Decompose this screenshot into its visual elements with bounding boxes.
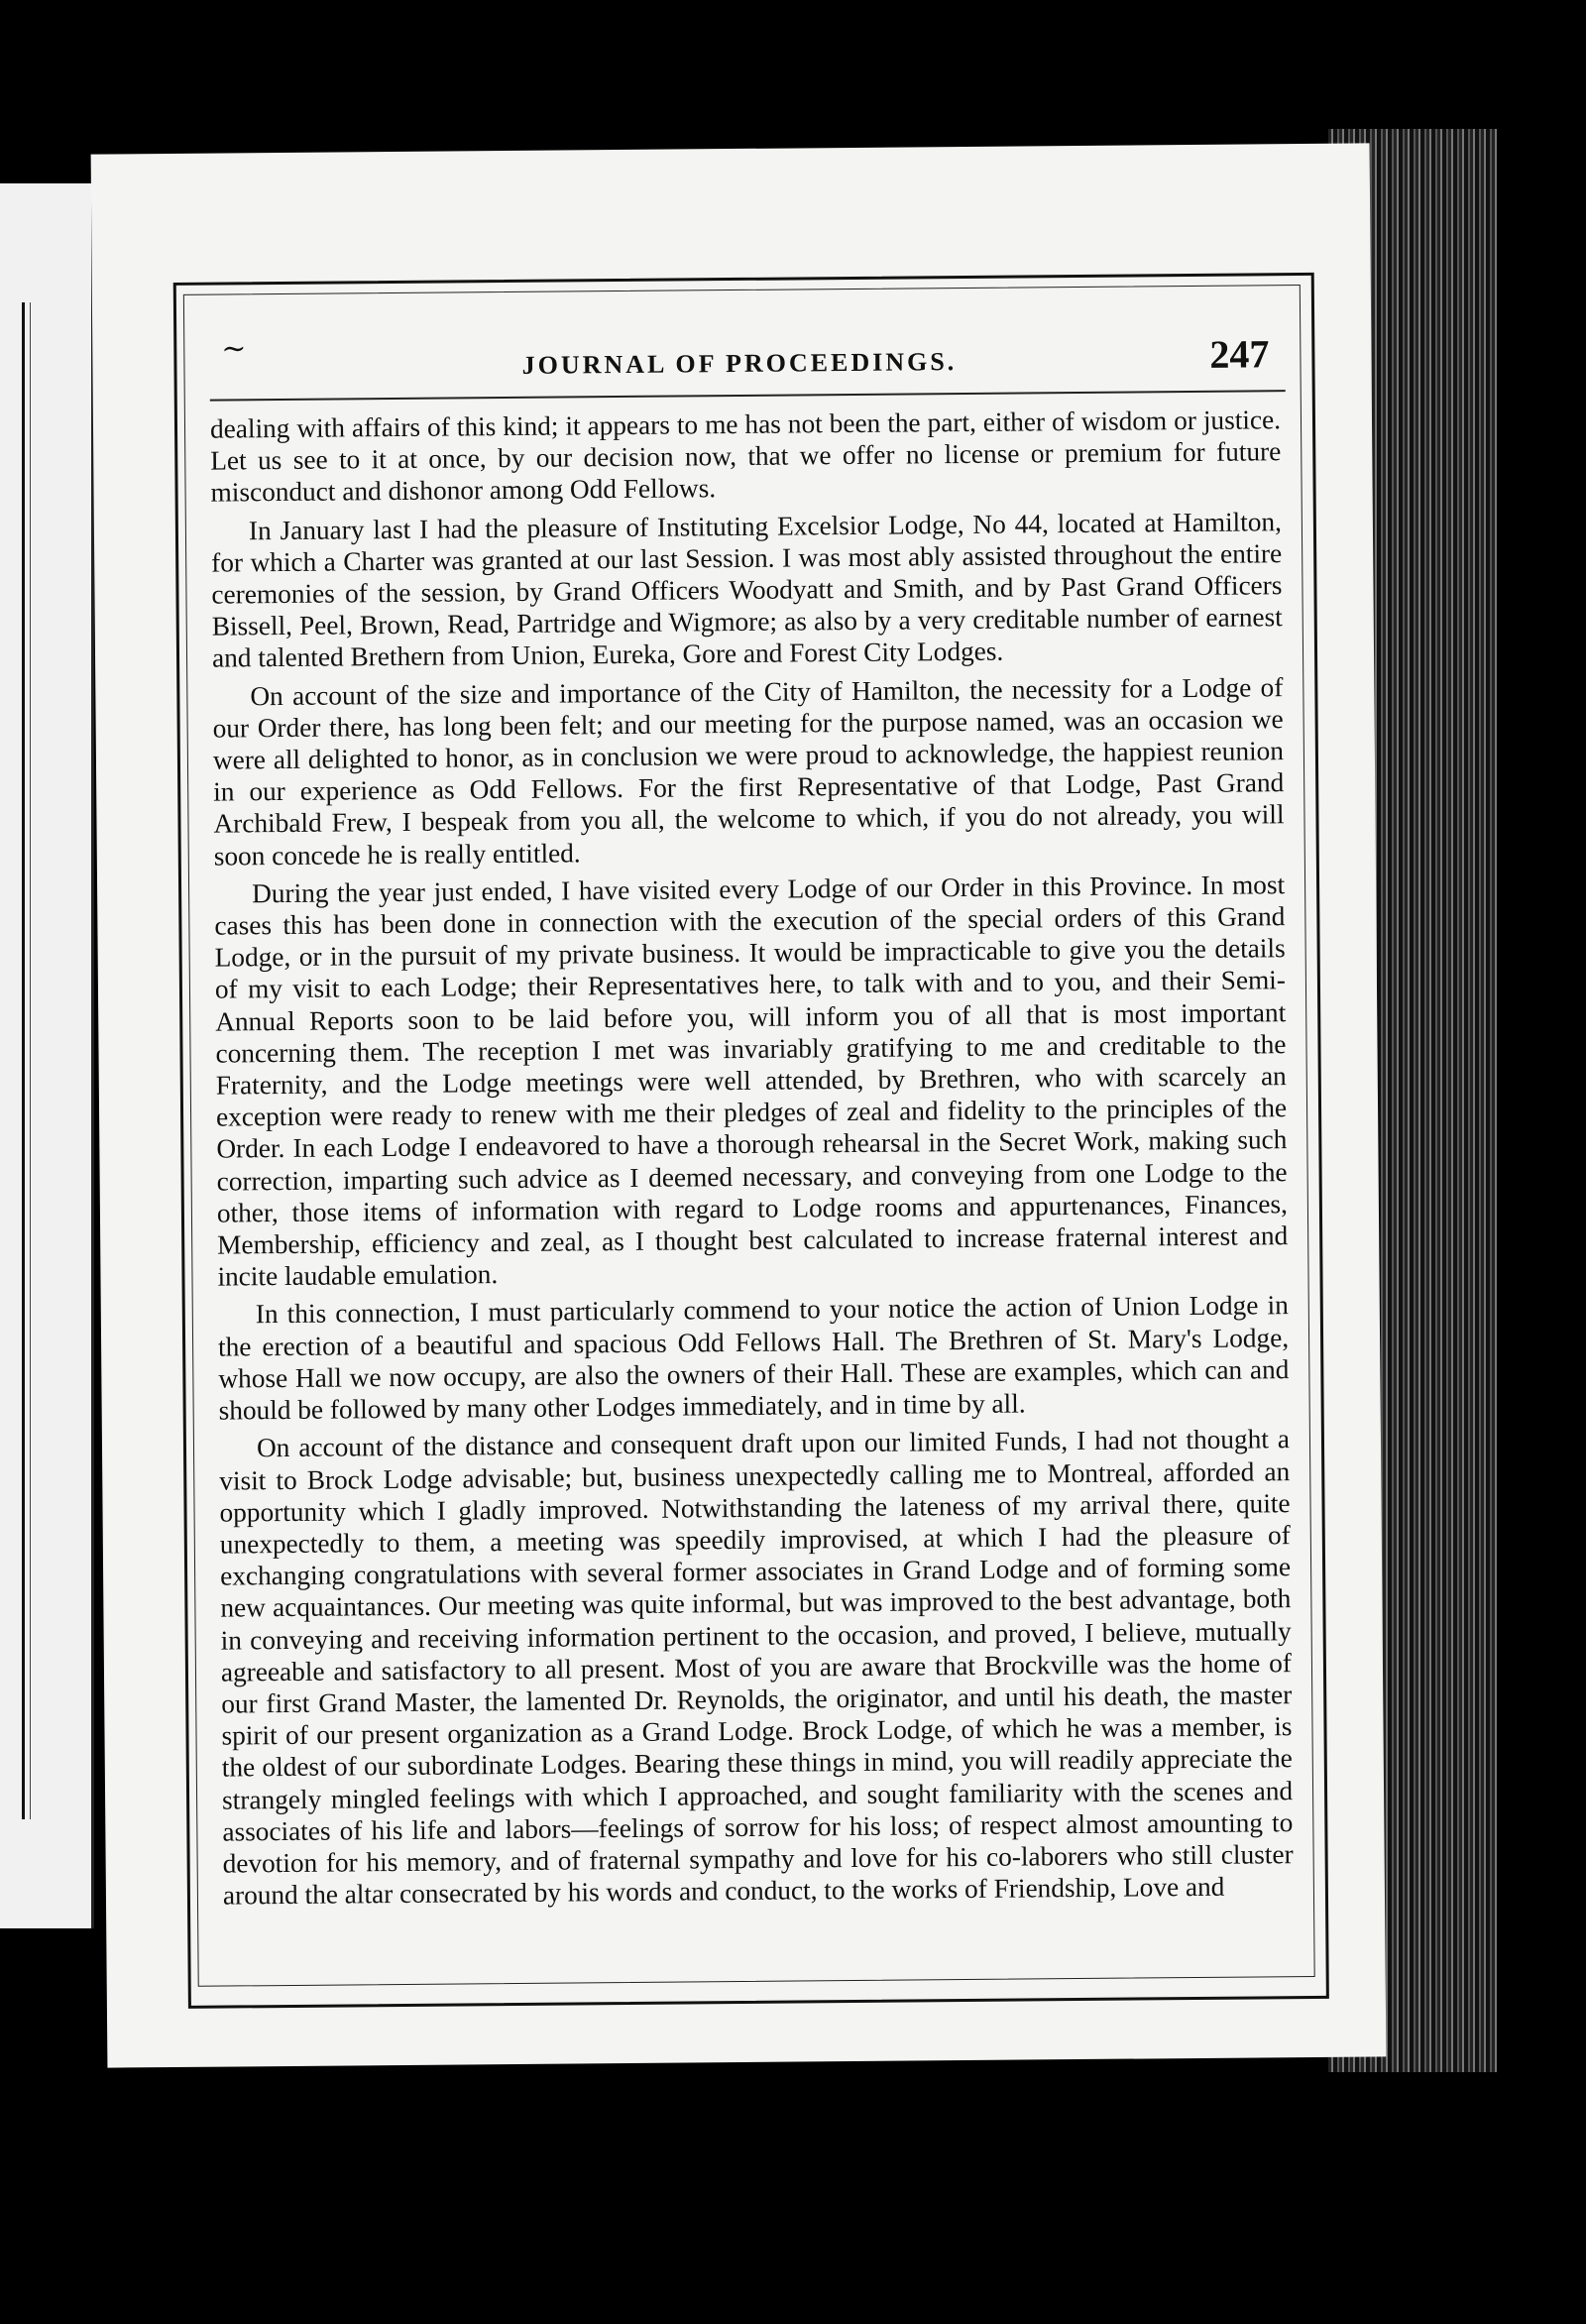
paragraph: dealing with affairs of this kind; it appears to me has not been the part, either of wisdom or justice. Let us see to it at once, by our decision now, that we offer no license or premium for future misconduct and dishonor among Odd Fellows. (209, 405, 1282, 509)
book-page (91, 143, 1387, 2067)
page-header (191, 312, 1288, 392)
printer-mark: ∼ (221, 332, 247, 366)
page-number: 247 (1209, 331, 1270, 377)
paragraph: During the year just ended, I have visited every Lodge of our Order in this Province. In most cases this has been done in connection with the execution of the special orders of this Grand Lodge, or in the pursuit of my private business. It would be impracticable to give you the details of my visit to each Lodge; their Representatives here, to talk with and to you, and their Semi-Annual Reports soon to be laid before you, will inform you of all that is most important concerning them. The reception I met was invariably gratifying to me and creditable to the Fraternity, and the Lodge meetings were well attended, by Brethren, who with scarcely an exception were ready to renew with me their pledges of zeal and fidelity to the principles of the Order. In each Lodge I endeavored to have a thorough rehearsal in the Secret Work, making such correction, imparting such advice as I deemed necessary, and conveying from one Lodge to the other, those items of information with regard to Lodge rooms and appurtenances, Finances, Membership, efficiency and zeal, as I thought best calculated to increase fraternal interest and incite laudable emulation. (214, 870, 1289, 1292)
paragraph: In January last I had the pleasure of Instituting Excelsior Lodge, No 44, located at Hamilton, for which a Charter was granted at our last Session. I was most ably assisted throughout the entire ceremonies of the session, by Grand Officers Woodyatt and Smith, and by Past Grand Officers Bissell, Peel, Brown, Read, Partridge and Wigmore; as also by a very creditable number of earnest and talented Brethern from Union, Eureka, Gore and Forest City Lodges. (211, 506, 1283, 674)
paragraph: In this connection, I must particularly commend to your notice the action of Union Lodge in the erection of a beautiful and spacious Odd Fellows Hall. The Brethren of St. Mary's Lodge, whose Hall we now occupy, are also the owners of their Hall. These are examples, which can and should be followed by many other Lodges immediately, and in time by all. (217, 1290, 1290, 1426)
facing-page-edge (0, 183, 94, 1928)
facing-page-frame (22, 302, 25, 1819)
paragraph: On account of the distance and consequent draft upon our limited Funds, I had not thought a visit to Brock Lodge advisable; but, business unexpectedly calling me to Montreal, afforded an opportunity which I gladly improved. Notwithstanding the lateness of my arrival there, quite unexpectedly to them, a meeting was speedily improvised, at which I had the pleasure of exchanging congratulations with several former associates in Grand Lodge and of forming some new acquaintances. Our meeting was quite informal, but was improved to the best advantage, both in conveying and receiving information pertinent to the occasion, and proved, I believe, mutually agreeable and satisfactory to all present. Most of you are aware that Brockville was the home of our first Grand Master, the lamented Dr. Reynolds, the originator, and until his death, the master spirit of our present organization as a Grand Lodge. Brock Lodge, of which he was a member, is the oldest of our subordinate Lodges. Bearing these things in mind, you will readily appreciate the strangely mingled feelings with which I approached, and sought familiarity with the scenes and associates of his life and labors—feelings of sorrow for his loss; of respect almost amounting to devotion for his memory, and of fraternal sympathy and love for his co-laborers who still cluster around the altar consecrated by his words and conduct, to the works of Friendship, Love and (219, 1424, 1294, 1911)
body-text (210, 404, 1294, 1917)
facing-page-frame-inner (30, 302, 31, 1819)
running-title: JOURNAL OF PROCEEDINGS. (521, 347, 958, 380)
paragraph: On account of the size and importance of the City of Hamilton, the necessity for a Lodge of our Order there, has long been felt; and our meeting for the purpose named, was an occasion we were all delighted to honor, as in conclusion we were proud to acknowledge, the happiest reunion in our experience as Odd Fellows. For the first Representative of that Lodge, Past Grand Archibald Frew, I bespeak from you all, the welcome to which, if you do not already, you will soon concede he is really entitled. (212, 671, 1285, 872)
